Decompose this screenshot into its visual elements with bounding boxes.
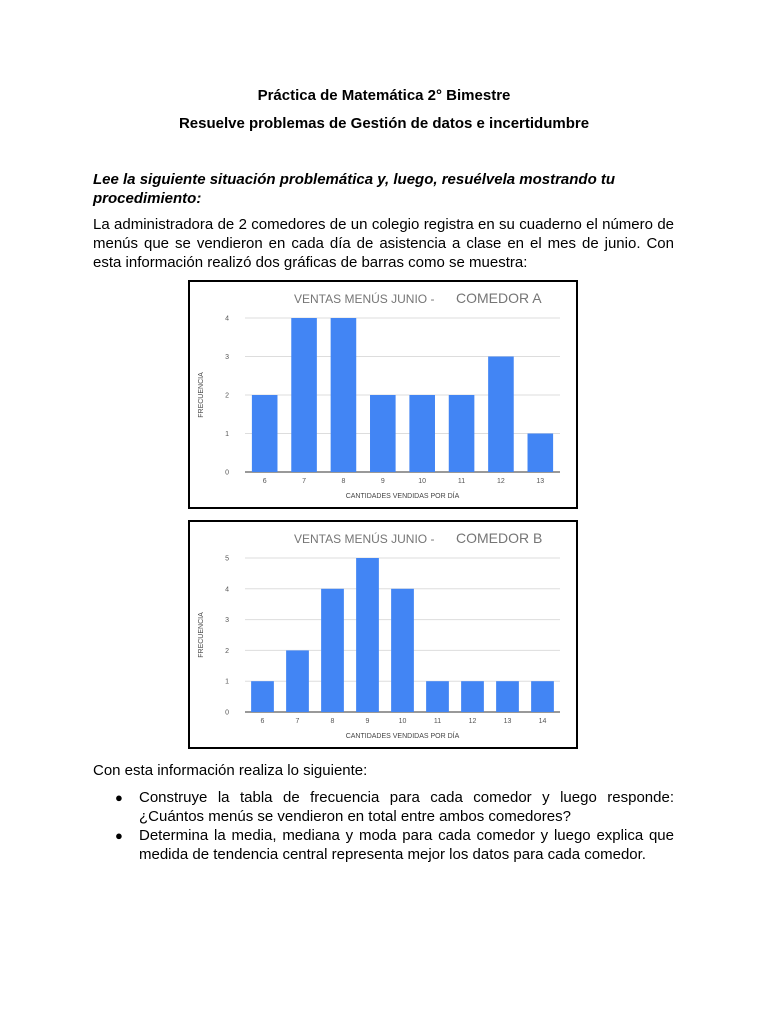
y-tick-label: 4 xyxy=(225,586,229,594)
bar-7 xyxy=(286,650,309,712)
page-title: Práctica de Matemática 2° Bimestre xyxy=(257,87,511,104)
y-tick-label: 1 xyxy=(225,431,229,438)
bullet-icon: ● xyxy=(115,790,123,805)
x-tick-label: 10 xyxy=(398,718,407,725)
tasks-intro: Con esta información realiza lo siguiente: xyxy=(93,762,368,779)
bar-6 xyxy=(252,395,278,472)
bar-chart-comedor-a xyxy=(188,280,578,509)
chart-title: VENTAS MENÚS JUNIO - xyxy=(294,532,435,546)
bar-14 xyxy=(531,681,554,712)
x-tick-label: 10 xyxy=(418,478,427,485)
bar-9 xyxy=(356,558,379,712)
bar-11 xyxy=(449,395,475,472)
y-tick-label: 5 xyxy=(225,555,229,563)
bar-12 xyxy=(488,357,514,473)
bullet-icon: ● xyxy=(115,828,123,843)
chart-title-comedor: COMEDOR A xyxy=(456,290,542,306)
chart-title-comedor: COMEDOR B xyxy=(456,530,543,546)
bar-7 xyxy=(291,318,317,472)
x-axis-label: CANTIDADES VENDIDAS POR DÍA xyxy=(345,493,460,500)
x-tick-label: 6 xyxy=(262,478,267,485)
x-tick-label: 8 xyxy=(341,478,346,485)
bar-13 xyxy=(496,681,519,712)
y-tick-label: 1 xyxy=(225,678,229,686)
chart-title: VENTAS MENÚS JUNIO - xyxy=(294,292,435,306)
bar-9 xyxy=(370,395,396,472)
page-subtitle: Resuelve problemas de Gestión de datos e incertidumbre xyxy=(178,115,590,132)
bar-10 xyxy=(409,395,435,472)
task-list xyxy=(93,788,674,864)
bar-6 xyxy=(251,681,274,712)
bar-13 xyxy=(528,434,554,473)
x-tick-label: 7 xyxy=(295,718,300,725)
x-tick-label: 13 xyxy=(536,478,545,485)
y-tick-label: 2 xyxy=(225,647,229,655)
task-item xyxy=(93,826,674,864)
x-tick-label: 6 xyxy=(260,718,265,725)
x-tick-label: 7 xyxy=(302,478,307,485)
bar-11 xyxy=(426,681,449,712)
y-tick-label: 3 xyxy=(225,617,229,625)
y-tick-label: 0 xyxy=(225,709,229,717)
y-axis-label: FRECUENCIA xyxy=(198,612,205,658)
x-tick-label: 14 xyxy=(538,718,547,725)
y-tick-label: 3 xyxy=(225,354,229,361)
intro-paragraph: La administradora de 2 comedores de un colegio registra en su cuaderno el número de menús que se vendieron en cada día de asistencia a clase en el mes de junio. Con esta información realizó dos gráficas de barras como se muestra: xyxy=(93,216,674,271)
bar-8 xyxy=(321,589,344,712)
x-tick-label: 12 xyxy=(468,718,477,725)
x-tick-label: 12 xyxy=(497,478,505,485)
y-tick-label: 2 xyxy=(225,392,229,400)
x-tick-label: 11 xyxy=(457,478,466,485)
x-tick-label: 8 xyxy=(330,718,335,725)
chart-svg-comedor-b xyxy=(190,522,576,747)
x-tick-label: 9 xyxy=(380,478,385,485)
chart-svg-comedor-a xyxy=(190,282,576,507)
task-text: Construye la tabla de frecuencia para cada comedor y luego responde: ¿Cuántos menús se vendieron en total entre ambos comedores? xyxy=(139,789,674,825)
bar-8 xyxy=(331,318,357,472)
instructions-text: Lee la siguiente situación problemática y, luego, resuélvela mostrando tu procedimiento: xyxy=(93,171,616,207)
x-axis-label: CANTIDADES VENDIDAS POR DÍA xyxy=(345,733,460,740)
bar-10 xyxy=(391,589,414,712)
task-item xyxy=(93,788,674,826)
y-tick-label: 0 xyxy=(225,469,229,477)
task-text: Determina la media, mediana y moda para cada comedor y luego explica que medida de tendencia central representa mejor los datos para cada comedor. xyxy=(139,827,674,863)
y-tick-label: 4 xyxy=(225,315,229,323)
x-tick-label: 9 xyxy=(365,718,370,725)
x-tick-label: 11 xyxy=(433,718,442,725)
y-axis-label: FRECUENCIA xyxy=(198,372,205,418)
bar-chart-comedor-b xyxy=(188,520,578,749)
bar-12 xyxy=(461,681,484,712)
x-tick-label: 13 xyxy=(503,718,512,725)
